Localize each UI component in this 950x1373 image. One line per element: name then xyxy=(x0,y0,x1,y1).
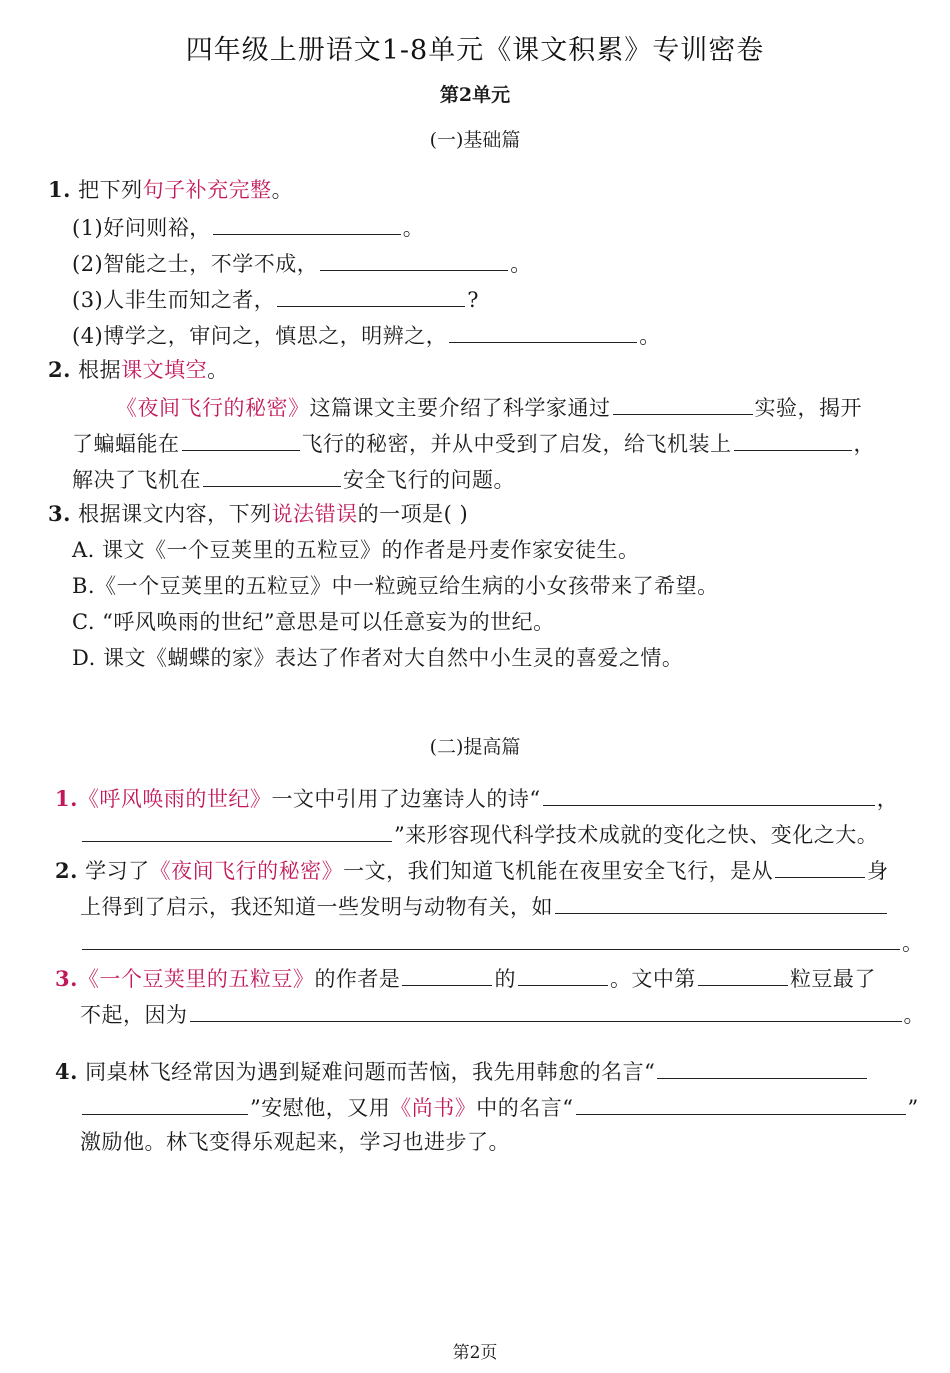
s1-q3-option-a: A. 课文《一个豆荚里的五粒豆》的作者是丹麦作家安徒生。 xyxy=(72,538,640,562)
s1-q1-item-1: (1)好问则裕， 。 xyxy=(72,212,424,242)
s2-q3-line-1: 3.《一个豆荚里的五粒豆》的作者是 的 。文中第 粒豆最了 xyxy=(55,963,876,993)
answer-blank[interactable] xyxy=(82,927,900,950)
answer-blank[interactable] xyxy=(613,392,753,415)
answer-blank[interactable] xyxy=(576,1092,906,1115)
answer-blank[interactable] xyxy=(213,212,401,235)
answer-blank[interactable] xyxy=(190,999,902,1022)
section1-heading: (一)基础篇 xyxy=(429,129,521,151)
s1-q2-line-1: 《夜间飞行的秘密》这篇课文主要介绍了科学家通过 实验，揭开 xyxy=(116,392,862,422)
s1-q1-item-3: (3)人非生而知之者， ? xyxy=(72,284,479,314)
s2-q2-line-2: 上得到了启示，我还知道一些发明与动物有关，如 xyxy=(80,891,889,921)
s1-q1-stem: 1. 把下列句子补充完整。 xyxy=(48,177,294,202)
page-title: 四年级上册语文1-8单元《课文积累》专训密卷 xyxy=(185,35,765,66)
answer-blank[interactable] xyxy=(518,963,608,986)
s1-q3-option-c: C. “呼风唤雨的世纪”意思是可以任意妄为的世纪。 xyxy=(72,610,555,634)
answer-blank[interactable] xyxy=(320,248,508,271)
s2-q4-line-3: 激励他。林飞变得乐观起来，学习也进步了。 xyxy=(80,1130,510,1154)
answer-blank[interactable] xyxy=(182,428,300,451)
answer-blank[interactable] xyxy=(82,1092,248,1115)
answer-blank[interactable] xyxy=(555,891,887,914)
s1-q3-option-b: B.《一个豆荚里的五粒豆》中一粒豌豆给生病的小女孩带来了希望。 xyxy=(72,574,719,598)
s1-q2-line-2: 了蝙蝠能在 飞行的秘密，并从中受到了启发，给飞机装上 ， xyxy=(72,428,875,458)
s2-q1-line-2: ”来形容现代科学技术成就的变化之快、变化之大。 xyxy=(80,819,878,849)
page-number: 第2页 xyxy=(452,1343,498,1363)
s1-q1-item-2: (2)智能之士，不学不成， 。 xyxy=(72,248,532,278)
unit-heading: 第2单元 xyxy=(439,84,511,106)
s2-q2-line-3: 。 xyxy=(80,927,924,957)
answer-blank[interactable] xyxy=(775,855,865,878)
section2-heading: (二)提高篇 xyxy=(429,736,521,758)
answer-blank[interactable] xyxy=(449,320,637,343)
s1-q3-stem: 3. 根据课文内容，下列说法错误的一项是( ) xyxy=(48,501,469,526)
answer-blank[interactable] xyxy=(543,783,875,806)
s1-q2-line-3: 解决了飞机在 安全飞行的问题。 xyxy=(72,464,515,494)
s1-q1-item-4: (4)博学之，审问之，慎思之，明辨之， 。 xyxy=(72,320,661,350)
s1-q2-stem: 2. 根据课文填空。 xyxy=(48,357,229,382)
answer-blank[interactable] xyxy=(203,464,341,487)
answer-blank[interactable] xyxy=(734,428,852,451)
s1-q3-option-d: D. 课文《蝴蝶的家》表达了作者对大自然中小生灵的喜爱之情。 xyxy=(72,646,684,670)
s2-q4-line-2: ”安慰他，又用《尚书》中的名言“ ” xyxy=(80,1092,919,1122)
answer-blank[interactable] xyxy=(82,819,392,842)
answer-blank[interactable] xyxy=(402,963,492,986)
s2-q4-line-1: 4. 同桌林飞经常因为遇到疑难问题而苦恼，我先用韩愈的名言“ xyxy=(55,1056,869,1086)
answer-blank[interactable] xyxy=(277,284,465,307)
s2-q2-line-1: 2. 学习了《夜间飞行的秘密》一文，我们知道飞机能在夜里安全飞行，是从 身 xyxy=(55,855,889,885)
answer-blank[interactable] xyxy=(698,963,788,986)
s2-q1-line-1: 1.《呼风唤雨的世纪》一文中引用了边塞诗人的诗“ ， xyxy=(55,783,898,813)
answer-blank[interactable] xyxy=(657,1056,867,1079)
s2-q3-line-2: 不起，因为 。 xyxy=(80,999,925,1029)
